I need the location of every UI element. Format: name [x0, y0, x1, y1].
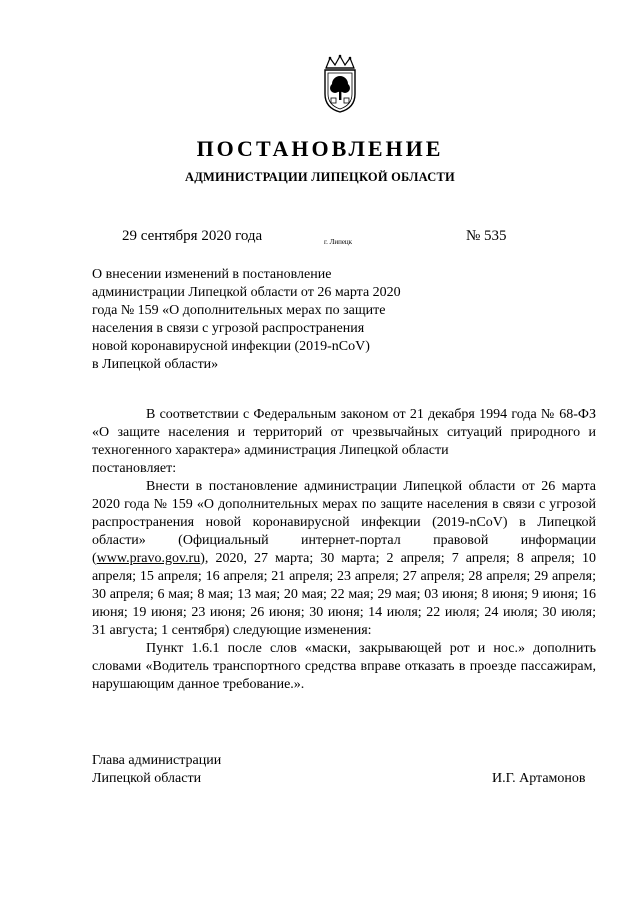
subject-line: года № 159 «О дополнительных мерах по защите — [92, 303, 386, 318]
document-city: г. Липецк — [324, 238, 353, 246]
coat-of-arms-icon — [316, 54, 364, 114]
signatory-position-line: Липецкой области — [92, 771, 202, 786]
subject-line: новой коронавирусной инфекции (2019-nCoV) — [92, 339, 370, 354]
resolves-word: постановляет: — [92, 461, 177, 476]
subject-line: администрации Липецкой области от 26 марта 2020 — [92, 285, 401, 300]
subject-line: О внесении изменений в постановление — [92, 267, 332, 282]
document-date: 29 сентября 2020 года — [122, 228, 263, 244]
document-body — [92, 406, 596, 694]
pravo-gov-link[interactable]: www.pravo.gov.ru — [96, 551, 201, 566]
amendment-text-start: Внести в постановление администрации Липецкой области от 26 марта 2020 года № 159 «О дополнительных мерах по защите населения в связи с угрозой распространения новой коронавирусной инфекции (2019-nCoV) в Липецкой области» (Официальный интернет-портал правовой информации ( — [92, 479, 596, 566]
subject-line: в Липецкой области» — [92, 357, 219, 372]
signatory-position-line: Глава администрации — [92, 753, 222, 768]
change-paragraph: Пункт 1.6.1 после слов «маски, закрывающей рот и нос.» дополнить словами «Водитель транспортного средства вправе отказать в проезде пассажирам, нарушающим данное требование.». — [92, 641, 596, 692]
subject-line: населения в связи с угрозой распространения — [92, 321, 365, 336]
amendment-paragraph — [92, 478, 596, 640]
document-number: № 535 — [466, 228, 507, 244]
document-title: ПОСТАНОВЛЕНИЕ — [196, 136, 444, 161]
document-subject — [92, 266, 452, 374]
amendment-text-end: ), 2020, 27 марта; 30 марта; 2 апреля; 7 апреля; 8 апреля; 10 апреля; 15 апреля; 16 апреля; 21 апреля; 23 апреля; 27 апреля; 28 апреля; 29 апреля; 30 апреля; 6 мая; 8 мая; 13 мая; 20 мая; 22 мая; 29 мая; 03 июня; 8 июня; 9 июня; 16 июня; 19 июня; 23 июня; 26 июня; 30 июня; 14 июля; 22 июля; 24 июля; 30 июля; 31 августа; 1 сентября) следующие изменения: — [92, 551, 596, 638]
signatory-position — [92, 752, 221, 788]
signatory-name: И.Г. Артамонов — [492, 771, 586, 786]
document-subtitle: АДМИНИСТРАЦИИ ЛИПЕЦКОЙ ОБЛАСТИ — [185, 170, 455, 184]
preamble-paragraph: В соответствии с Федеральным законом от 21 декабря 1994 года № 68-ФЗ «О защите населения и территорий от чрезвычайных ситуаций природного и техногенного характера» администрация Липецкой области — [92, 407, 596, 458]
